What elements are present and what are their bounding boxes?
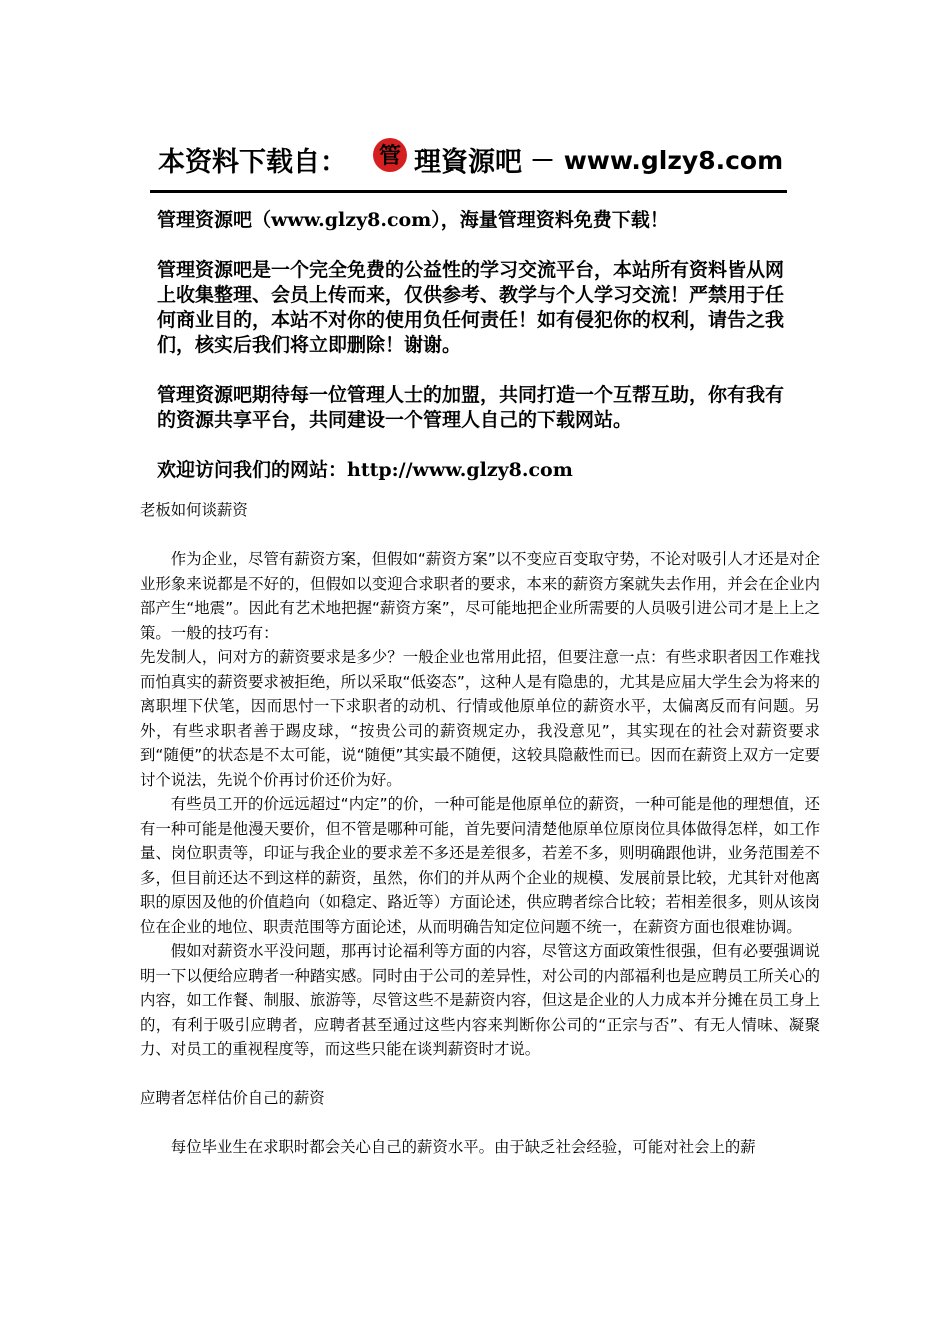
article-paragraph-3: 有些员工开的价远远超过“内定”的价，一种可能是他原单位的薪资，一种可能是他的理想值，还有一种可能是他漫天要价，但不管是哪种可能，首先要问清楚他原单位原岗位具体做得怎样，如工作量、岗位职责等，印证与我企业的要求差不多还是差很多，若差不多，则明确跟他讲，业务范围差不多，但目前还达不到这样的薪资，虽然，你们的并从两个企业的规模、发展前景比较，尤其针对他离职的原因及他的价值趋向（如稳定、路近等）方面论述，供应聘者综合比较；若相差很多，则从该岗位在企业的地位、职责范围等方面论述，从而明确告知定位问题不统一，在薪资方面也很难协调。 [140,795,820,936]
article-paragraph-4: 假如对薪资水平没问题，那再讨论福利等方面的内容，尽管这方面政策性很强，但有必要强调说明一下以便给应聘者一种踏实感。同时由于公司的差异性，对公司的内部福利也是应聘员工所关心的内容，如工作餐、制服、旅游等，尽管这些不是薪资内容，但这是企业的人力成本并分摊在员工身上的，有利于吸引应聘者，应聘者甚至通过这些内容来判断你公司的“正宗与否”、有无人情味、凝聚力、对员工的重视程度等，而这些只能在谈判薪资时才说。 [140,942,820,1058]
notice-line-1: 管理资源吧（www.glzy8.com），海量管理资料免费下载！ [157,209,669,231]
logo-char: 管 [378,144,402,169]
notice-welcome: 欢迎访问我们的网站：http://www.glzy8.com [157,459,573,481]
notice-paragraph-2: 管理资源吧是一个完全免费的公益性的学习交流平台，本站所有资料皆从网上收集整理、会员上传而来，仅供参考、教学与个人学习交流！严禁用于任何商业目的，本站不对你的使用负任何责任！如有侵犯你的权利，请告之我们，核实后我们将立即删除！谢谢。 [157,259,785,356]
article-title: 老板如何谈薪资 [140,501,248,519]
article-body [140,498,820,1160]
article-paragraph-5: 每位毕业生在求职时都会关心自己的薪资水平。由于缺乏社会经验，可能对社会上的薪 [170,1138,756,1156]
notice-paragraph-3: 管理资源吧期待每一位管理人士的加盟，共同打造一个互帮互助，你有我有的资源共享平台，共同建设一个管理人自己的下载网站。 [157,384,785,431]
site-logo-icon [372,137,408,173]
paragraph-spacer [140,1062,820,1087]
article-subtitle: 应聘者怎样估价自己的薪资 [140,1089,325,1107]
article-paragraph-1: 作为企业，尽管有薪资方案，但假如“薪资方案”以不变应百变取守势，不论对吸引人才还是对企业形象来说都是不好的，但假如以变迎合求职者的要求，本来的薪资方案就失去作用，并会在企业内部产生“地震”。因此有艺术地把握“薪资方案”，尽可能地把企业所需要的人员吸引进公司才是上上之策。一般的技巧有： [140,550,820,642]
banner-url[interactable]: － www.glzy8.com [530,146,784,175]
banner-divider [150,190,787,193]
banner-title: 本资料下载自： [158,147,347,178]
article-paragraph-2: 先发制人，问对方的薪资要求是多少？一般企业也常用此招，但要注意一点：有些求职者因工作难找而怕真实的薪资要求被拒绝，所以采取“低姿态”，这种人是有隐患的，尤其是应届大学生会为将来的离职埋下伏笔，因而思忖一下求职者的动机、行情或他原单位的薪资水平，太偏离反而有问题。另外，有些求职者善于踢皮球，“按贵公司的薪资规定办，我没意见”，其实现在的社会对薪资要求到“随便”的状态是不太可能，说“随便”其实最不随便，这较具隐蔽性而已。因而在薪资上双方一定要讨个说法，先说个价再讨价还价为好。 [140,648,820,789]
site-notice [157,208,797,483]
download-banner [150,128,790,198]
banner-site-name: 理資源吧 [414,147,522,178]
